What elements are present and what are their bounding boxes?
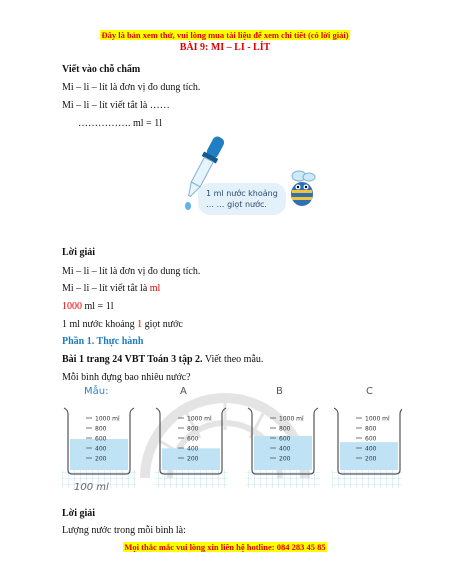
solution-line-2	[62, 282, 160, 295]
exercise-line-2: Mi – li – lít viết tắt là ……	[62, 100, 170, 111]
solution-line-4-suffix: giọt nước	[142, 319, 183, 330]
beaker-grid-2	[246, 470, 320, 488]
beaker-tick-label-1-4: 200	[187, 455, 199, 463]
bai1-line	[62, 353, 263, 366]
question-line: Mỗi bình đựng bao nhiêu nước?	[62, 372, 191, 383]
beakers-graphic	[62, 400, 402, 498]
beaker-tick-label-2-3: 400	[279, 445, 291, 453]
solution-line-4-prefix: 1 ml nước khoảng	[62, 319, 138, 330]
exercise-line-1: Mi – li – lít là đơn vị đo dung tích.	[62, 82, 201, 93]
beaker-label-a: A	[180, 386, 187, 397]
beaker-tick-label-3-4: 200	[365, 455, 377, 463]
beaker-label-c: C	[366, 386, 373, 397]
answer-ml: ml	[149, 283, 161, 294]
beaker-tick-label-3-2: 600	[365, 435, 377, 443]
beaker-grid-3	[332, 470, 402, 488]
solution-line-1: Mi – li – lít là đơn vị đo dung tích.	[62, 266, 201, 277]
preview-banner: Đây là bản xem thử, vui lòng mua tài liệu để xem chi tiết (có lời giải)	[101, 30, 349, 40]
beaker-tick-label-2-4: 200	[279, 455, 291, 463]
beaker-tick-label-0-3: 400	[95, 445, 107, 453]
beaker-tick-label-0-2: 600	[95, 435, 107, 443]
solution2-line: Lượng nước trong mỗi bình là:	[62, 525, 186, 536]
beaker-tick-label-0-1: 800	[95, 425, 107, 433]
beaker-tick-label-2-2: 600	[279, 435, 291, 443]
bubble-line-2: … … giọt nước.	[206, 200, 267, 209]
part-heading: Phần 1. Thực hành	[62, 336, 144, 347]
solution-line-2-text: Mi – li – lít viết tắt là	[62, 283, 150, 294]
answer-1000: 1000	[62, 301, 82, 312]
beaker-tick-label-3-3: 400	[365, 445, 377, 453]
beaker-tick-label-3-1: 800	[365, 425, 377, 433]
beaker-grid-1	[154, 470, 228, 488]
beakers-row	[62, 386, 402, 498]
solution-heading: Lời giải	[62, 247, 96, 258]
bubble-line-1: 1 ml nước khoảng	[206, 189, 278, 198]
beaker-tick-label-2-0: 1000 ml	[279, 415, 304, 423]
solution-line-3	[62, 300, 113, 313]
beaker-tick-label-1-0: 1000 ml	[187, 415, 212, 423]
beaker-tick-label-1-1: 800	[187, 425, 199, 433]
speech-bubble	[198, 183, 286, 215]
answer-1: 1	[137, 319, 143, 330]
beaker-tick-label-1-2: 600	[187, 435, 199, 443]
beaker-tick-label-3-0: 1000 ml	[365, 415, 390, 423]
sample-answer: 100 ml	[74, 482, 109, 493]
bee-icon	[285, 168, 319, 208]
beaker-water-0	[70, 439, 128, 470]
beaker-label-b: B	[276, 386, 283, 397]
beaker-tick-label-0-4: 200	[95, 455, 107, 463]
beaker-tick-label-1-3: 400	[187, 445, 199, 453]
exercise-line-3: ……………. ml = 1l	[78, 118, 162, 129]
lesson-title: BÀI 9: MI – LI - LÍT	[179, 42, 271, 53]
beaker-label-sample: Mẫu:	[84, 386, 109, 397]
solution-line-3-text: ml = 1l	[82, 301, 114, 312]
solution-line-4	[62, 318, 183, 331]
beaker-tick-label-2-1: 800	[279, 425, 291, 433]
solution2-heading: Lời giải	[62, 508, 96, 519]
bai1-instruction: Viết theo mẫu.	[202, 354, 264, 365]
bai1-title: Bài 1 trang 24 VBT Toán 3 tập 2.	[62, 354, 203, 365]
exercise-heading: Viết vào chỗ chấm	[62, 64, 141, 75]
beaker-tick-label-0-0: 1000 ml	[95, 415, 120, 423]
hotline-banner: Mọi thắc mắc vui lòng xin liên hệ hotline: 084 283 45 85	[124, 542, 326, 552]
